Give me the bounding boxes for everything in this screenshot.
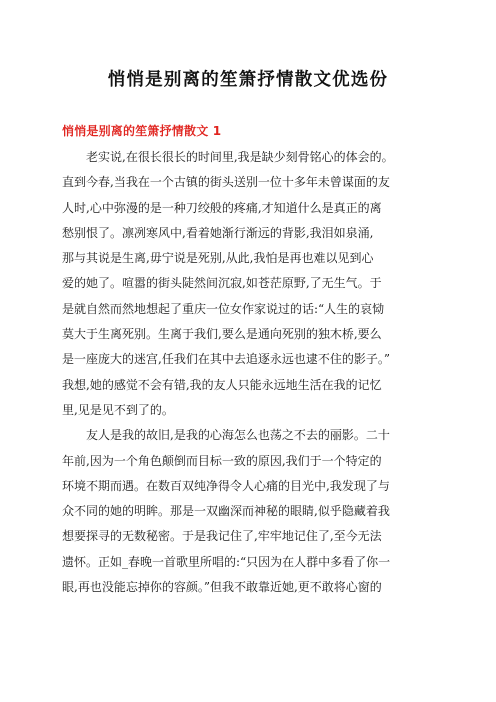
- text-line: 莫大于生离死别。生离于我们,要么是通向死别的独木桥,要么: [62, 327, 382, 342]
- text-line: 是一座庞大的迷宫,任我们在其中去追逐永远也逮不住的影子。”: [62, 352, 390, 367]
- text-line: 里,见是见不到了的。: [62, 402, 174, 417]
- text-line: 遗怀。正如_春晚一首歌里所唱的:“只因为在人群中多看了你一: [62, 554, 391, 569]
- text-line: 众不同的她的明眸。那是一双幽深而神秘的眼睛,似乎隐藏着我: [62, 504, 390, 519]
- text-line: 眼,再也没能忘掉你的容颜。”但我不敢靠近她,更不敢将心窗的: [62, 580, 382, 595]
- text-line: 友人是我的故旧,是我的心海怎么也荡之不去的丽影。二十: [86, 428, 390, 443]
- text-line: 年前,因为一个角色颠倒而目标一致的原因,我们于一个特定的: [62, 453, 382, 468]
- text-line: 是就自然而然地想起了重庆一位女作家说过的话:“人生的哀恸: [62, 301, 385, 316]
- text-line: 愁别恨了。凛冽寒风中,看着她渐行渐远的背影,我泪如泉涌,: [62, 225, 374, 240]
- section-heading: 悄悄是别离的笙箫抒情散文 1: [62, 124, 222, 138]
- article-body: [62, 145, 436, 600]
- text-line: 我想,她的感觉不会有错,我的友人只能永远地生活在我的记忆: [62, 377, 382, 392]
- text-line: 那与其说是生离,毋宁说是死别,从此,我怕是再也难以见到心: [62, 251, 374, 266]
- text-line: 想要探寻的无数秘密。于是我记住了,牢牢地记住了,至今无法: [62, 529, 382, 544]
- text-line: 爱的她了。喧嚣的街头陡然间沉寂,如苍茫原野,了无生气。于: [62, 276, 382, 291]
- text-line: 老实说,在很长很长的时间里,我是缺少刻骨铭心的体会的。: [86, 150, 394, 164]
- text-line: 环境不期而遇。在数百双纯净得令人心痛的目光中,我发现了与: [62, 478, 390, 493]
- paragraph-2: [62, 423, 436, 600]
- document-title: 悄悄是别离的笙箫抒情散文优选份: [107, 70, 389, 90]
- paragraph-1: [62, 145, 436, 423]
- text-line: 人时,心中弥漫的是一种刀绞般的疼痛,才知道什么是真正的离: [62, 200, 382, 215]
- text-line: 直到今春,当我在一个古镇的街头送别一位十多年未曾谋面的友: [62, 175, 390, 190]
